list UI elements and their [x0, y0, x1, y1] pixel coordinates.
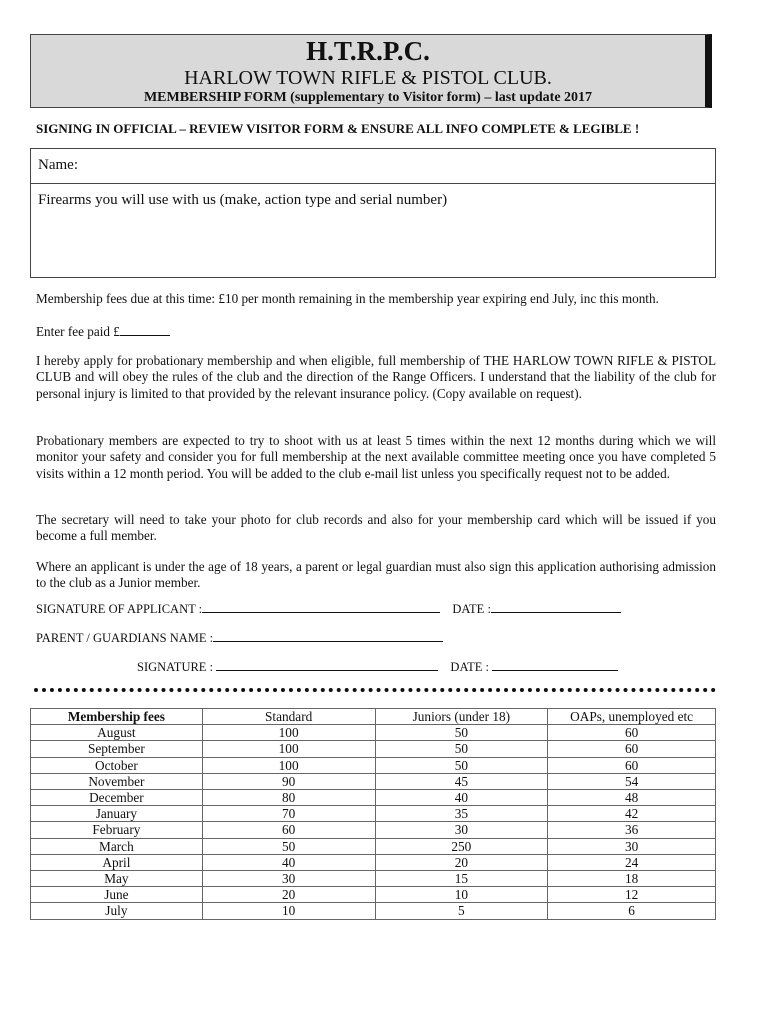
- applicant-signature-label: SIGNATURE OF APPLICANT :: [36, 602, 203, 616]
- table-row: [31, 773, 716, 789]
- standard-fee-cell: 60: [202, 822, 375, 838]
- table-row: [31, 903, 716, 919]
- standard-fee-cell: 50: [202, 838, 375, 854]
- photo-paragraph: The secretary will need to take your photo for club records and also for your membership card which will be issued if you become a full member.: [36, 512, 716, 544]
- form-subtitle: MEMBERSHIP FORM (supplementary to Visitor form) – last update 2017: [143, 90, 593, 105]
- fees-due-text: Membership fees due at this time: £10 per month remaining in the membership year expiring end July, inc this month.: [36, 291, 659, 306]
- header-oaps: OAPs, unemployed etc: [548, 709, 716, 725]
- oap-fee-cell: 48: [548, 790, 716, 806]
- applicant-signature-line[interactable]: [202, 601, 440, 613]
- junior-fee-cell: 15: [375, 871, 548, 887]
- club-name: HARLOW TOWN RIFLE & PISTOL CLUB.: [184, 67, 552, 89]
- month-cell: July: [31, 903, 203, 919]
- enter-fee-row: [36, 324, 716, 340]
- oap-fee-cell: 24: [548, 854, 716, 870]
- parent-name-row: [36, 630, 443, 646]
- standard-fee-cell: 80: [202, 790, 375, 806]
- month-cell: September: [31, 741, 203, 757]
- header-standard: Standard: [202, 709, 375, 725]
- month-cell: April: [31, 854, 203, 870]
- oap-fee-cell: 36: [548, 822, 716, 838]
- junior-fee-cell: 5: [375, 903, 548, 919]
- parent-signature-row: [137, 659, 618, 675]
- junior-paragraph: Where an applicant is under the age of 18 years, a parent or legal guardian must also sign this application authorising admission to the club as a Junior member.: [36, 559, 716, 591]
- month-cell: December: [31, 790, 203, 806]
- standard-fee-cell: 100: [202, 757, 375, 773]
- junior-fee-cell: 45: [375, 773, 548, 789]
- table-row: [31, 838, 716, 854]
- junior-fee-cell: 20: [375, 854, 548, 870]
- applicant-signature-row: [36, 601, 621, 617]
- junior-fee-cell: 50: [375, 757, 548, 773]
- header-membership-fees: Membership fees: [31, 709, 203, 725]
- standard-fee-cell: 10: [202, 903, 375, 919]
- oap-fee-cell: 42: [548, 806, 716, 822]
- applicant-info-box: [30, 148, 716, 278]
- junior-fee-cell: 40: [375, 790, 548, 806]
- firearms-field[interactable]: [31, 184, 715, 209]
- table-row: [31, 741, 716, 757]
- parent-signature-label: SIGNATURE :: [137, 660, 214, 674]
- table-row: [31, 871, 716, 887]
- junior-fee-cell: 35: [375, 806, 548, 822]
- parent-name-line[interactable]: [213, 630, 443, 642]
- parent-date-label: DATE :: [450, 660, 489, 674]
- applicant-date-label: DATE :: [452, 602, 491, 616]
- standard-fee-cell: 100: [202, 725, 375, 741]
- fees-table-header-row: [31, 709, 716, 725]
- month-cell: March: [31, 838, 203, 854]
- month-cell: October: [31, 757, 203, 773]
- month-cell: February: [31, 822, 203, 838]
- junior-fee-cell: 50: [375, 725, 548, 741]
- standard-fee-cell: 40: [202, 854, 375, 870]
- oap-fee-cell: 6: [548, 903, 716, 919]
- oap-fee-cell: 60: [548, 757, 716, 773]
- junior-fee-cell: 10: [375, 887, 548, 903]
- oap-fee-cell: 54: [548, 773, 716, 789]
- standard-fee-cell: 20: [202, 887, 375, 903]
- firearms-label: Firearms you will use with us (make, action type and serial number): [38, 192, 448, 208]
- month-cell: May: [31, 871, 203, 887]
- table-row: [31, 854, 716, 870]
- official-notice: SIGNING IN OFFICIAL – REVIEW VISITOR FORM & ENSURE ALL INFO COMPLETE & LEGIBLE !: [36, 121, 640, 136]
- application-paragraph: I hereby apply for probationary membership and when eligible, full membership of THE HARLOW TOWN RIFLE & PISTOL CLUB and will obey the rules of the club and the direction of the Range Officers. I understand that the liability of the club for personal injury is limited to that provided by the relevant insurance policy. (Copy available on request).: [36, 353, 716, 401]
- applicant-date-line[interactable]: [491, 601, 621, 613]
- junior-fee-cell: 50: [375, 741, 548, 757]
- table-row: [31, 757, 716, 773]
- parent-name-label: PARENT / GUARDIANS NAME :: [36, 631, 214, 645]
- oap-fee-cell: 30: [548, 838, 716, 854]
- form-header: [30, 34, 712, 108]
- oap-fee-cell: 60: [548, 741, 716, 757]
- table-row: [31, 725, 716, 741]
- table-row: [31, 790, 716, 806]
- month-cell: January: [31, 806, 203, 822]
- membership-fees-table: [30, 708, 716, 920]
- month-cell: June: [31, 887, 203, 903]
- enter-fee-label: Enter fee paid £: [36, 324, 120, 339]
- standard-fee-cell: 30: [202, 871, 375, 887]
- oap-fee-cell: 12: [548, 887, 716, 903]
- standard-fee-cell: 100: [202, 741, 375, 757]
- standard-fee-cell: 70: [202, 806, 375, 822]
- parent-signature-line[interactable]: [216, 659, 438, 671]
- junior-fee-cell: 30: [375, 822, 548, 838]
- month-cell: November: [31, 773, 203, 789]
- name-label: Name:: [38, 157, 78, 173]
- month-cell: August: [31, 725, 203, 741]
- parent-date-line[interactable]: [492, 659, 618, 671]
- table-row: [31, 806, 716, 822]
- oap-fee-cell: 18: [548, 871, 716, 887]
- oap-fee-cell: 60: [548, 725, 716, 741]
- table-row: [31, 887, 716, 903]
- junior-fee-cell: 250: [375, 838, 548, 854]
- header-juniors: Juniors (under 18): [375, 709, 548, 725]
- probationary-paragraph: Probationary members are expected to try to shoot with us at least 5 times within the next 12 months during which we will monitor your safety and consider you for full membership at the next available committee meeting once you have completed 5 visits within a 12 month period. You will be added to the club e-mail list unless you specifically request not to be added.: [36, 433, 716, 481]
- table-row: [31, 822, 716, 838]
- cut-line-divider: [34, 688, 716, 692]
- club-acronym-title: H.T.R.P.C.: [306, 36, 430, 66]
- standard-fee-cell: 90: [202, 773, 375, 789]
- fee-paid-line[interactable]: [120, 324, 170, 336]
- name-field[interactable]: [31, 149, 715, 184]
